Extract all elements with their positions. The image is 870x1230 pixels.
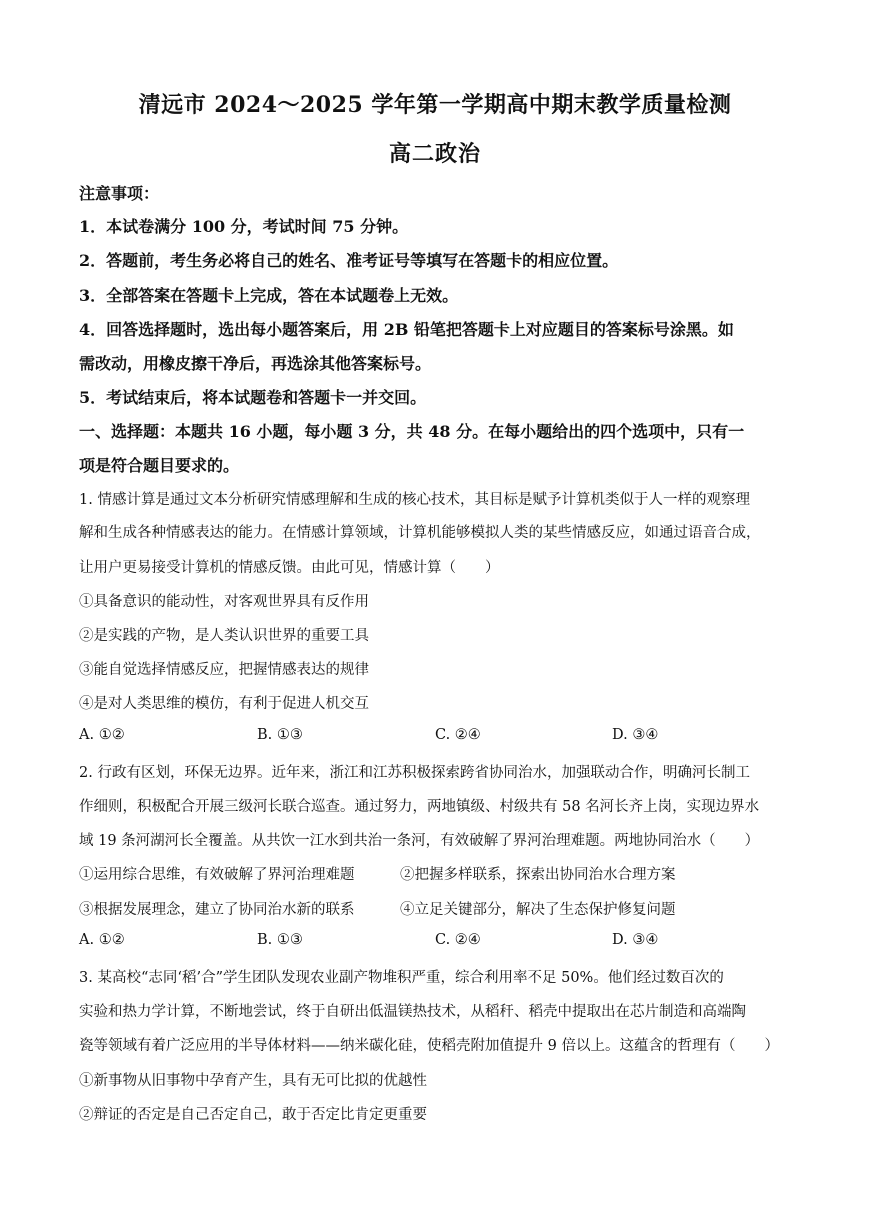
q2-stem-line: 2. 行政有区划，环保无边界。近年来，浙江和江苏积极探索跨省协同治水，加强联动合作，明确河长制工 [79,765,750,781]
q2-option-a: A. ①② [79,932,125,948]
section-heading: 一、选择题：本题共 16 小题，每小题 3 分，共 48 分。在每小题给出的四个选项中，只有一 [79,422,745,441]
q3-statement: ①新事物从旧事物中孕育产生，具有无可比拟的优越性 [79,1073,427,1089]
q2-stem-line: 作细则，积极配合开展三级河长联合巡查。通过努力，两地镇级、村级共有 58 名河长齐上岗，实现边界水 [79,799,760,815]
q1-stem-line: 让用户更易接受计算机的情感反馈。由此可见，情感计算（ ） [79,560,500,576]
q2-stem-line: 域 19 条河湖河长全覆盖。从共饮一江水到共治一条河，有效破解了界河治理难题。两地协同治水（ ） [79,833,760,849]
notice-heading: 注意事项： [79,184,160,203]
q2-statement: ①运用综合思维，有效破解了界河治理难题 [79,867,355,883]
q1-option-c: C. ②④ [435,727,481,743]
q1-statement: ④是对人类思维的模仿，有利于促进人机交互 [79,696,369,712]
q1-stem-line: 解和生成各种情感表达的能力。在情感计算领域，计算机能够模拟人类的某些情感反应，如通过语音合成， [79,525,761,541]
exam-title: 清远市 2024～2025 学年第一学期高中期末教学质量检测 [138,92,732,118]
section-heading: 项是符合题目要求的。 [79,456,240,475]
q3-stem-line: 实验和热力学计算，不断地尝试，终于自研出低温镁热技术，从稻秆、稻壳中提取出在芯片制造和高端陶 [79,1004,746,1020]
notice-item: 3．全部答案在答题卡上完成，答在本试题卷上无效。 [79,286,459,305]
q1-option-a: A. ①② [79,727,125,743]
q2-option-b: B. ①③ [257,932,303,948]
q2-option-d: D. ③④ [612,932,659,948]
q1-statement: ③能自觉选择情感反应，把握情感表达的规律 [79,662,369,678]
notice-item: 5．考试结束后，将本试题卷和答题卡一并交回。 [79,388,427,407]
q3-stem-line: 瓷等领域有着广泛应用的半导体材料——纳米碳化硅，使稻壳附加值提升 9 倍以上。这蕴含的哲理有（ ） [79,1038,779,1054]
q1-statement: ①具备意识的能动性，对客观世界具有反作用 [79,594,369,610]
q2-statement: ③根据发展理念，建立了协同治水新的联系 [79,902,355,918]
q3-stem-line: 3. 某高校“志同‘稻’合”学生团队发现农业副产物堆积严重，综合利用率不足 50%。他们经过数百次的 [79,970,724,986]
q1-option-d: D. ③④ [612,727,659,743]
q1-option-b: B. ①③ [257,727,303,743]
q2-statement: ②把握多样联系，探索出协同治水合理方案 [400,867,676,883]
q3-statement: ②辩证的否定是自己否定自己，敢于否定比肯定更重要 [79,1107,427,1123]
q2-option-c: C. ②④ [435,932,481,948]
notice-item: 需改动，用橡皮擦干净后，再选涂其他答案标号。 [79,354,432,373]
q2-statement: ④立足关键部分，解决了生态保护修复问题 [400,902,676,918]
notice-item: 1．本试卷满分 100 分，考试时间 75 分钟。 [79,217,409,236]
notice-item: 2．答题前，考生务必将自己的姓名、准考证号等填写在答题卡的相应位置。 [79,251,619,270]
subject-title: 高二政治 [388,141,481,167]
notice-item: 4．回答选择题时，选出每小题答案后，用 2B 铅笔把答题卡上对应题目的答案标号涂黑。如 [79,320,734,339]
q1-statement: ②是实践的产物，是人类认识世界的重要工具 [79,628,369,644]
q1-stem-line: 1. 情感计算是通过文本分析研究情感理解和生成的核心技术，其目标是赋予计算机类似于人一样的观察理 [79,492,750,508]
